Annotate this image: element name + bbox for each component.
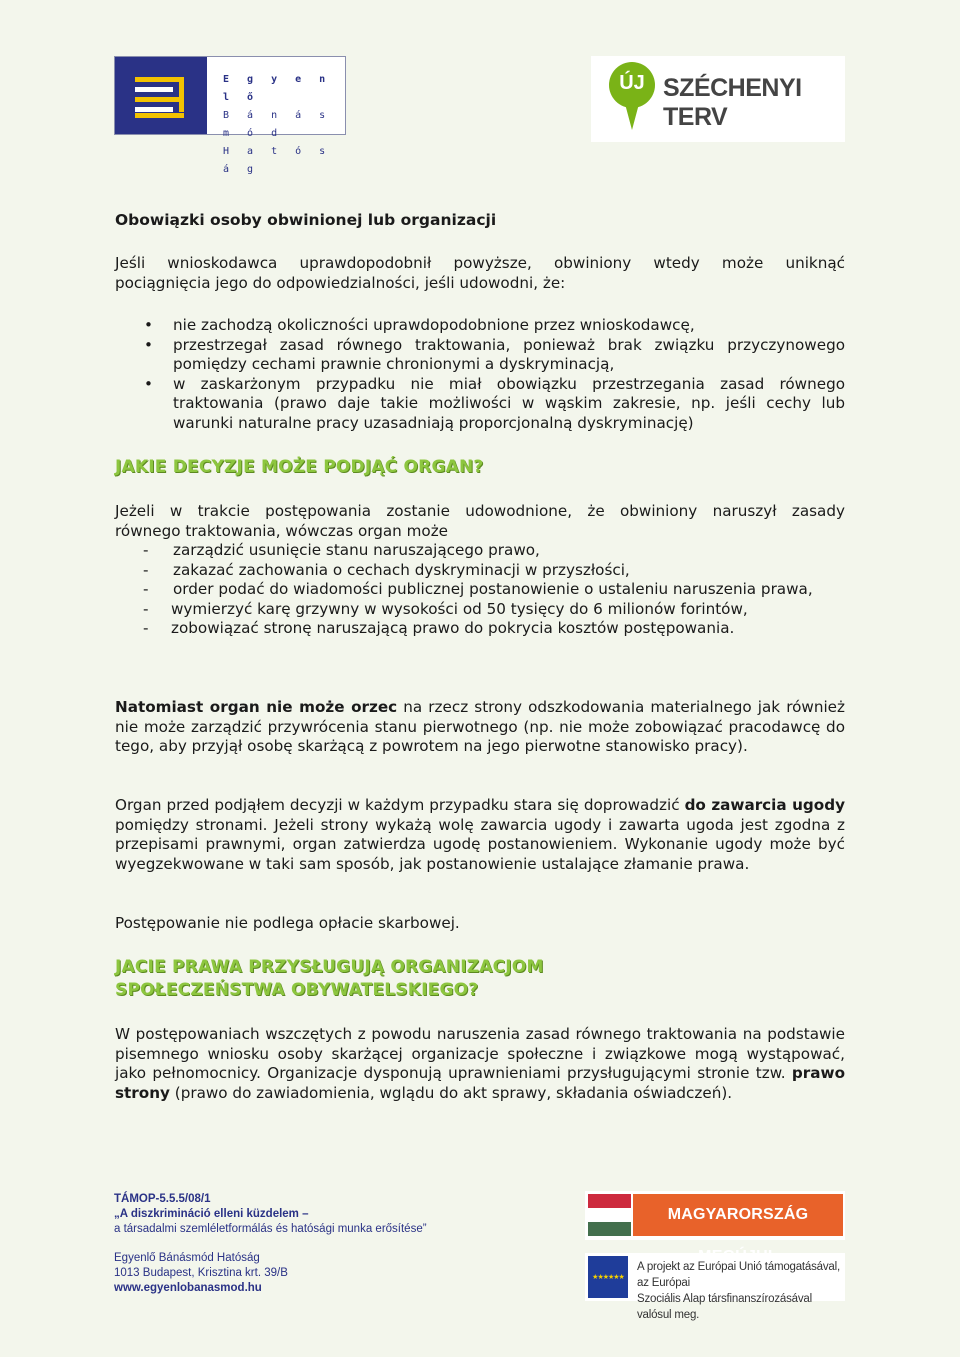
footer-project-title: „A diszkrimináció elleni küzdelem – bbox=[114, 1208, 309, 1220]
paragraph-bold-phrase: Natomiast organ nie może orzec bbox=[115, 698, 398, 716]
paragraph-text: na rzecz strony odszkodowania materialnego jak również nie może zarządzić przywrócenia stanu pierwotnego (np. nie może zobowiązać pracodawcę do tego, aby przyjął osobę skarżącą z powrotem na jego pierwotne stanowisko pracy). bbox=[115, 698, 845, 756]
szechenyi-terv-logo bbox=[591, 56, 845, 142]
ebh-logo-word-1: E g y e n l ő bbox=[223, 74, 332, 103]
dash-marker: - bbox=[143, 580, 149, 599]
list-item-text: w zaskarżonym przypadku nie miał obowiązku przestrzegania zasad równego traktowania (prawo daje takie możliwości w wąskim zakresie, np. jeśli cechy lub warunki naturalne pracy uzasadniają proporcjonalną dyskryminację) bbox=[173, 374, 845, 432]
ebh-logo-mark-icon bbox=[115, 57, 207, 134]
obligations-list bbox=[115, 316, 845, 434]
dash-marker: - bbox=[143, 599, 149, 618]
ebh-logo bbox=[114, 56, 346, 175]
paragraph-text: W postępowaniach wszczętych z powodu naruszenia zasad równego traktowania na podstawie pisemnego wniosku osoby skarżącej organizacje społeczne i związkowe mogą wystąpować, jako pełnomocnicy. Organizacje dysponują uprawnieniami przysługującymi stronie tzw. bbox=[115, 1025, 845, 1083]
magyarorszag-megujul-logo bbox=[585, 1191, 845, 1240]
paragraph-text: (prawo do zawiadomienia, wglądu do akt sprawy, składania oświadczeń). bbox=[169, 1083, 733, 1102]
list-item bbox=[115, 561, 845, 581]
dash-marker: - bbox=[143, 619, 149, 638]
footer-project-code: TÁMOP-5.5.5/08/1 bbox=[114, 1193, 211, 1205]
list-item-text: nie zachodzą okoliczności uprawdopodobnione przez wnioskodawcę, bbox=[173, 316, 695, 334]
list-item-text: wymierzyć karę grzywny w wysokości od 50 tysięcy do 6 milionów forintów, bbox=[171, 599, 748, 618]
section-title-obligations: Obowiązki osoby obwinionej lub organizacji bbox=[115, 211, 497, 229]
paragraph-bold-phrase: prawo strony bbox=[115, 1064, 845, 1102]
list-item-text: zarządzić usunięcie stanu naruszającego prawo, bbox=[173, 541, 540, 559]
ebh-logo-word-3: H a t ó s á g bbox=[223, 146, 332, 175]
paragraph-text: Organ przed podjąłem decyzji w każdym przypadku stara się doprowadzić bbox=[115, 796, 685, 814]
obligations-intro-line-2: pociągnięcia jego do odpowiedzialności, jeśli udowodni, że: bbox=[115, 274, 566, 292]
list-item bbox=[115, 541, 845, 561]
eu-text-line: A projekt az Európai Unió támogatásával, az Európai bbox=[637, 1261, 840, 1289]
heading-line: SPOŁECZEŃSTWA OBYWATELSKIEGO? bbox=[115, 980, 479, 1000]
szt-pin-label: ÚJ bbox=[619, 72, 645, 94]
dash-marker: - bbox=[143, 560, 149, 579]
hungarian-flag-icon bbox=[588, 1194, 631, 1236]
footer-address: 1013 Budapest, Krisztina krt. 39/B bbox=[114, 1267, 288, 1279]
paragraph-text: pomiędzy stronami. Jeżeli strony wykażą wolę zawarcia ugody i zawarta ugoda jest zgodna z przepisami prawnymi, organ zatwierdza ugodę postanowieniem. Wykonanie ugody może być wyegzekwowane w taki sam sposób, jak postanowienie ustalające złamanie prawa. bbox=[115, 815, 845, 873]
list-item-text: przestrzegał zasad równego traktowania, ponieważ brak związku przyczynowego pomiędzy cechami prawnie chronionymi a dyskryminacją, bbox=[173, 335, 845, 374]
list-item-text: zobowiązać stronę naruszającą prawo do pokrycia kosztów postępowania. bbox=[171, 619, 735, 638]
bullet-icon: • bbox=[144, 374, 153, 393]
footer-project-subtitle: a társadalmi szemléletformálás és hatósági munka erősítése” bbox=[114, 1223, 427, 1235]
heading-civil-society-rights bbox=[115, 956, 845, 1002]
szt-logo-text: SZÉCHENYI TERV bbox=[663, 74, 802, 131]
footer-org-name: Egyenlő Bánásmód Hatóság bbox=[114, 1252, 260, 1264]
heading-decisions: JAKIE DECYZJE MOŻE PODJĄĆ ORGAN? bbox=[115, 457, 484, 477]
footer-project-info bbox=[114, 1192, 427, 1237]
paragraph-stamp-duty: Postępowanie nie podlega opłacie skarbowej. bbox=[115, 914, 460, 932]
list-item-text: order podać do wiadomości publicznej postanowienie o ustaleniu naruszenia prawa, bbox=[173, 580, 813, 599]
list-item bbox=[115, 336, 845, 375]
footer-website-link[interactable]: www.egyenlobanasmod.hu bbox=[114, 1282, 262, 1294]
ebh-logo-text bbox=[223, 71, 345, 179]
footer-contact bbox=[114, 1251, 288, 1296]
list-item bbox=[115, 580, 845, 600]
paragraph-organizations bbox=[115, 1025, 845, 1103]
eu-flag-icon bbox=[588, 1256, 628, 1298]
bullet-icon: • bbox=[144, 335, 153, 354]
decisions-list bbox=[115, 541, 845, 639]
eu-text-line: Szociális Alap társfinanszírozásával valósul meg. bbox=[637, 1293, 812, 1321]
list-item bbox=[115, 619, 845, 639]
decisions-intro-line-2: równego traktowania, wówczas organ może bbox=[115, 522, 449, 540]
dash-marker: - bbox=[143, 541, 149, 559]
bullet-icon: • bbox=[144, 316, 153, 334]
eu-funding-logo bbox=[585, 1253, 845, 1321]
list-item-text: zakazać zachowania o cechach dyskryminacji w przyszłości, bbox=[173, 560, 630, 579]
list-item bbox=[115, 600, 845, 620]
paragraph-cannot-order bbox=[115, 698, 845, 757]
ebh-logo-word-2: B á n á s m ó d bbox=[223, 110, 332, 139]
obligations-intro-line-1: Jeśli wnioskodawca uprawdopodobnił powyższe, obwiniony wtedy może uniknąć bbox=[115, 254, 845, 272]
mm-banner-text: MAGYARORSZÁG bbox=[633, 1194, 843, 1236]
list-item bbox=[115, 316, 845, 336]
paragraph-settlement bbox=[115, 796, 845, 874]
eu-funding-text bbox=[637, 1259, 843, 1323]
eu-stars-icon: ★★★★★★ bbox=[592, 1273, 624, 1281]
list-item bbox=[115, 375, 845, 434]
paragraph-bold-phrase: do zawarcia ugody bbox=[684, 796, 845, 814]
heading-line: JACIE PRAWA PRZYSŁUGUJĄ ORGANIZACJOM bbox=[115, 957, 544, 977]
decisions-intro-line-1: Jeżeli w trakcie postępowania zostanie udowodnione, że obwiniony naruszył zasady bbox=[115, 502, 845, 520]
